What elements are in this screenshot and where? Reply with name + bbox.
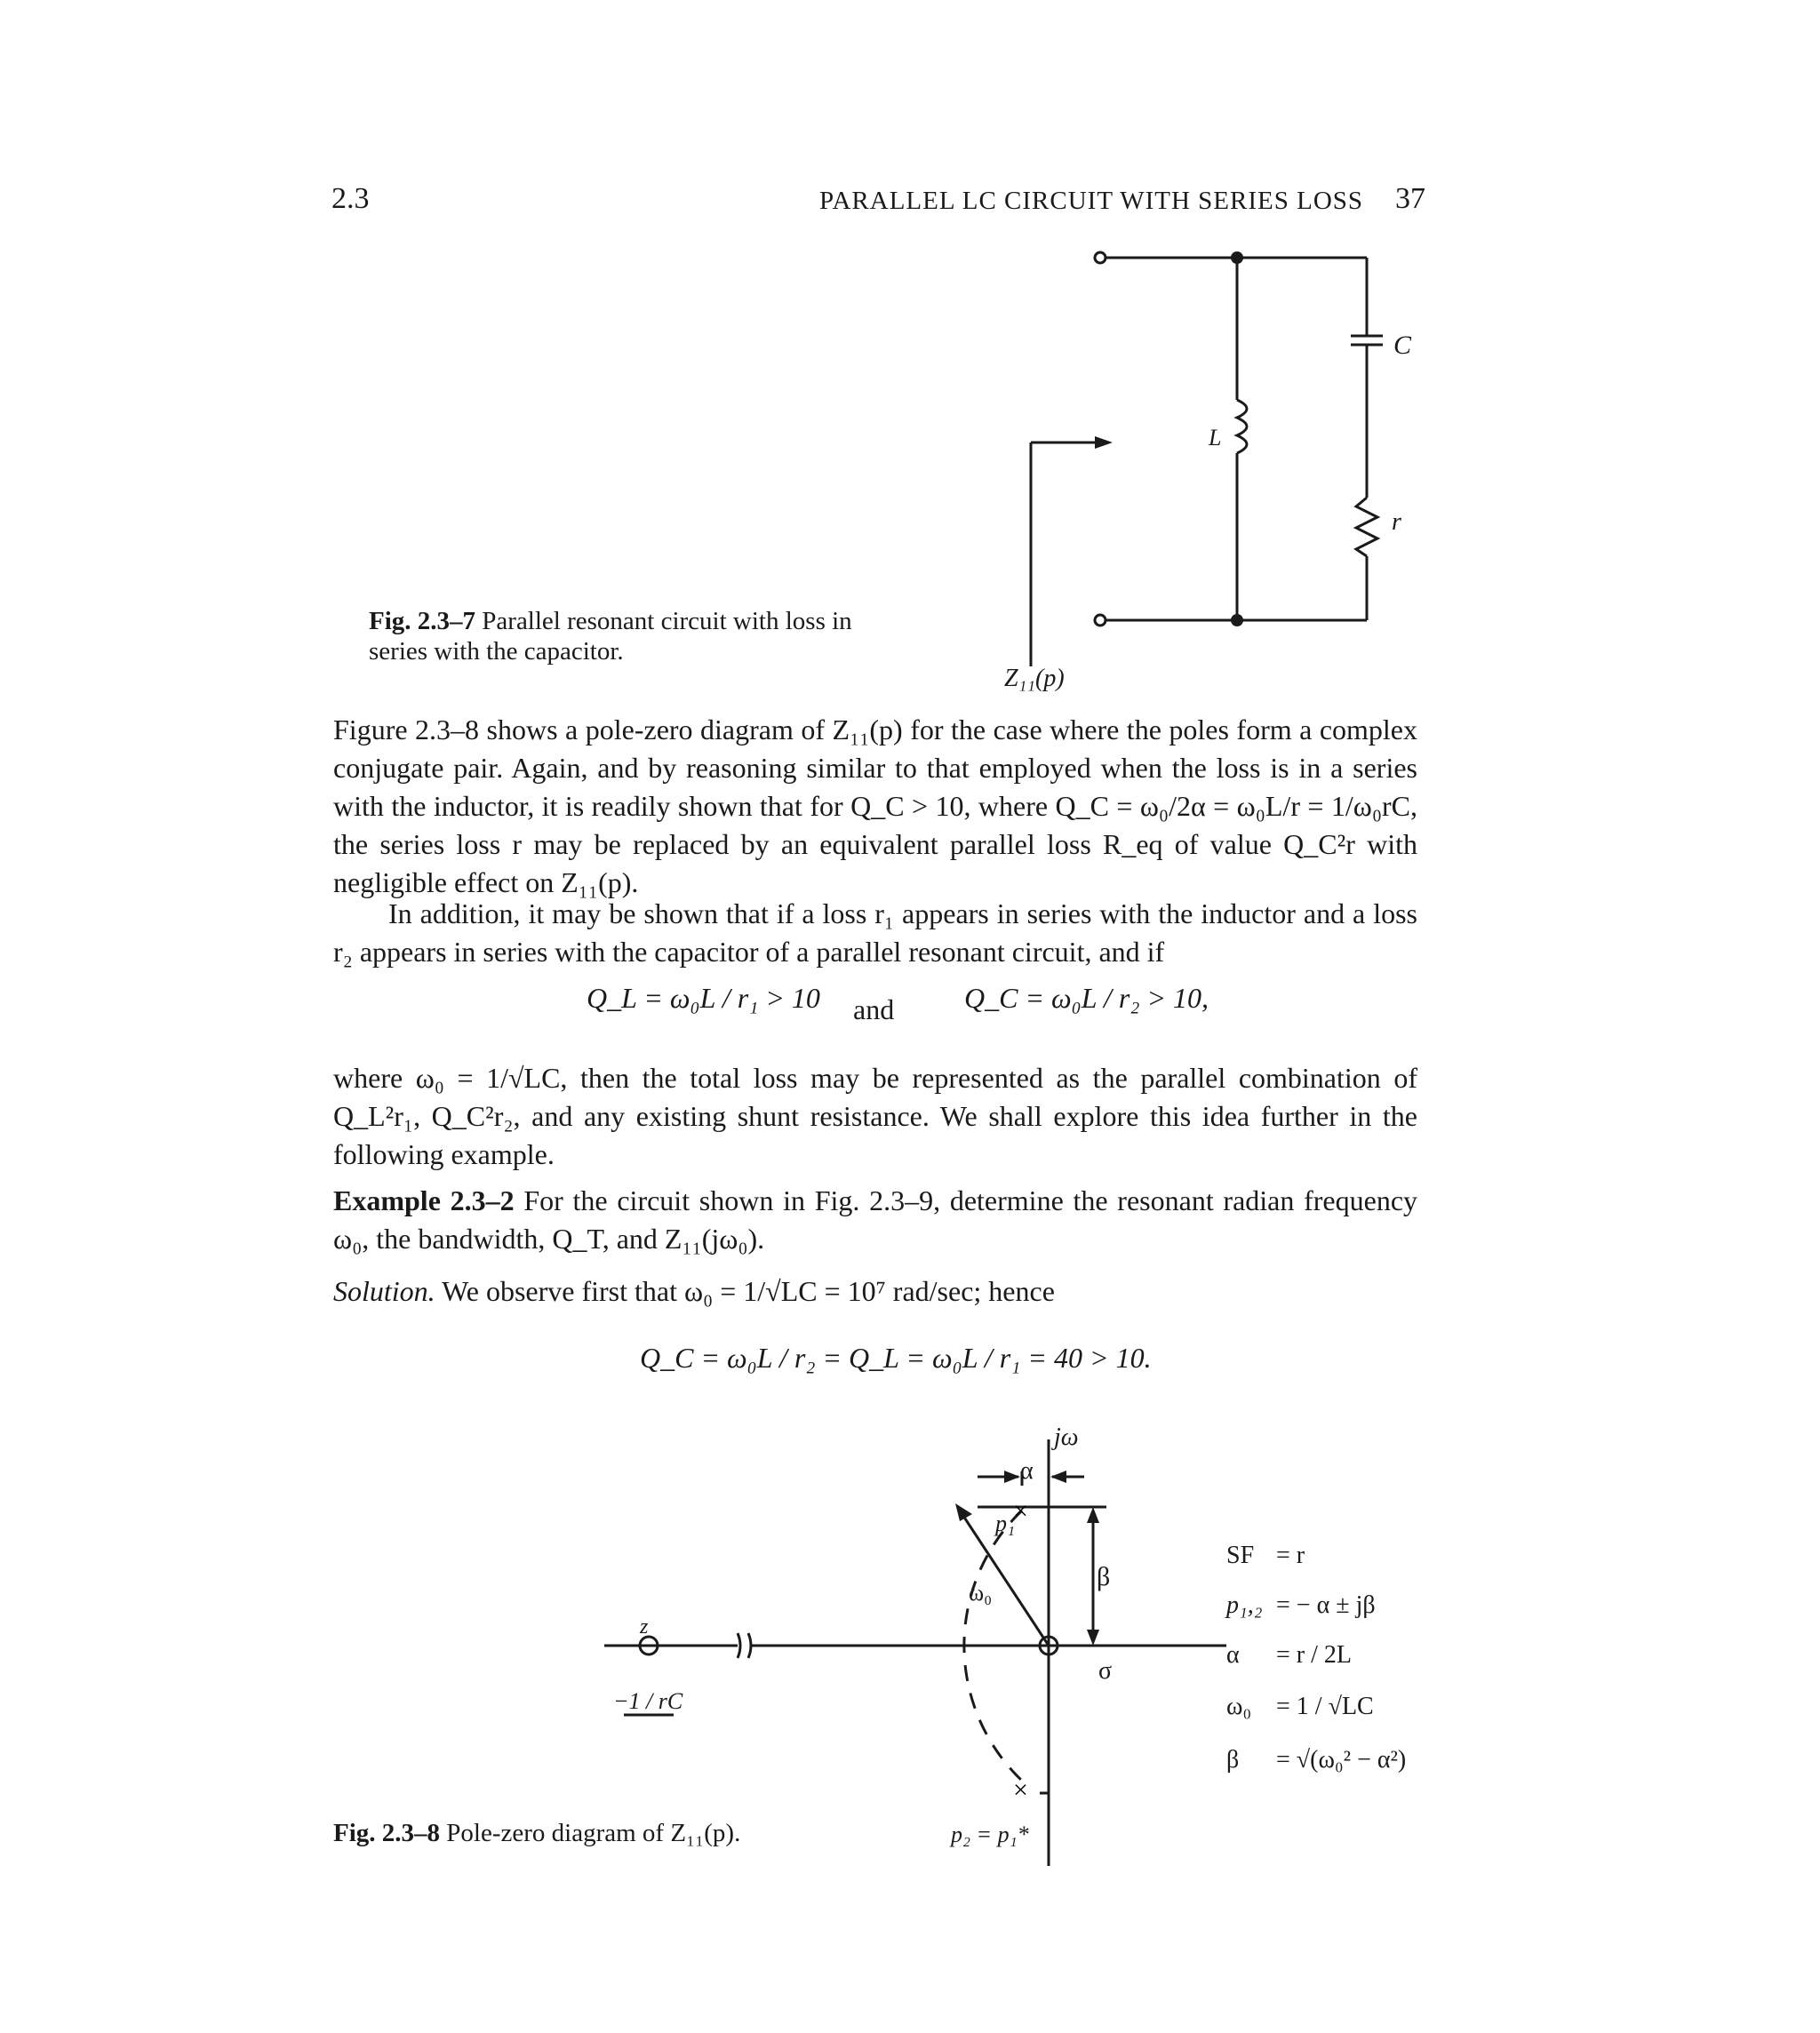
arrow-head-beta-top <box>1087 1507 1099 1523</box>
capacitor-label: C <box>1393 331 1412 360</box>
relation-rhs: = r / 2L <box>1276 1641 1352 1669</box>
junction-dot-bottom <box>1231 614 1243 626</box>
example-text: For the circuit shown in Fig. 2.3–9, determine the resonant radian frequency ω₀, the bandwidth, Q_T, and Z₁₁(jω₀). <box>333 1184 1418 1255</box>
relation-rhs: = r <box>1276 1542 1305 1569</box>
paragraph-1: Figure 2.3–8 shows a pole-zero diagram of Z₁₁(p) for the case where the poles form a complex conjugate pair. Again, and by reasoning similar to that employed when the loss is in a series with the inductor, it is readily shown that for Q_C > 10, where Q_C = ω₀/2α = ω₀L/r = 1/ω₀rC, the series loss r may be replaced by an equivalent parallel loss R_eq of value Q_C²r with negligible effect on Z₁₁(p). <box>333 714 1417 898</box>
junction-dot-top <box>1231 251 1243 264</box>
page-number: 37 <box>1395 182 1425 215</box>
impedance-label: Z₁₁(p) <box>1004 665 1065 692</box>
relation-lhs: SF <box>1226 1542 1255 1569</box>
caption-text: Parallel resonant circuit with loss in series with the capacitor. <box>369 607 852 666</box>
solution-text: We observe first that ω₀ = 1/√LC = 10⁷ rad/sec; hence <box>442 1275 1055 1307</box>
resistor-label: r <box>1392 508 1401 536</box>
figure-caption-2 <box>333 1818 955 1848</box>
terminal-bottom <box>1095 615 1106 626</box>
solution-line <box>333 1272 1417 1311</box>
arrow-head <box>1095 436 1113 449</box>
beta-label: β <box>1097 1562 1111 1591</box>
omega0-label: ω₀ <box>969 1580 993 1606</box>
equation-qc: Q_C = ω₀L / r₂ > 10, <box>964 982 1209 1014</box>
section-number: 2.3 <box>331 182 370 215</box>
parallel-lc-circuit-diagram <box>978 240 1440 702</box>
paragraph-3: where ω₀ = 1/√LC, then the total loss may be represented as the parallel combination of Q_L²r₁, Q_C²r₂, and any existing shunt resistance. We shall explore this idea further in the following example. <box>333 1062 1417 1170</box>
arrow-head-beta-bottom <box>1087 1630 1099 1646</box>
relation-lhs: β <box>1226 1746 1240 1774</box>
arrow-head-alpha-right <box>1050 1471 1066 1483</box>
caption-text: Pole-zero diagram of Z₁₁(p). <box>446 1819 741 1847</box>
arrow-head-alpha-left <box>1004 1471 1020 1483</box>
resistor-symbol <box>1356 498 1377 556</box>
arrow-head-omega0 <box>955 1503 972 1521</box>
jw-label: jω <box>1054 1423 1079 1451</box>
caption-label: Fig. 2.3–7 <box>369 607 476 635</box>
pole-p2-marker: × <box>1013 1775 1028 1805</box>
p1-label: p₁ <box>995 1511 1016 1536</box>
example-block <box>333 1182 1417 1258</box>
solution-label: Solution. <box>333 1275 435 1307</box>
alpha-label: α <box>1020 1457 1034 1485</box>
zero-z-label: z <box>640 1615 649 1638</box>
axis-break <box>738 1633 751 1658</box>
example-label: Example 2.3–2 <box>333 1184 515 1216</box>
caption-label: Fig. 2.3–8 <box>333 1819 441 1847</box>
sigma-label: σ <box>1098 1657 1113 1685</box>
equation-ql: Q_L = ω₀L / r₁ > 10 <box>587 982 820 1014</box>
relation-rhs: = √(ω₀² − α²) <box>1276 1746 1407 1774</box>
pole-p1-marker: × <box>1013 1496 1028 1526</box>
relation-lhs: α <box>1226 1641 1240 1669</box>
relation-rhs: = − α ± jβ <box>1276 1591 1376 1619</box>
relation-lhs: ω₀ <box>1226 1693 1252 1720</box>
equation-q-value: Q_C = ω₀L / r₂ = Q_L = ω₀L / r₁ = 40 > 10. <box>640 1342 1152 1374</box>
figure-caption-1 <box>369 606 902 666</box>
running-title: PARALLEL LC CIRCUIT WITH SERIES LOSS <box>819 187 1364 215</box>
terminal-top <box>1095 252 1106 263</box>
relation-rhs: = 1 / √LC <box>1276 1693 1374 1720</box>
zero-value-label: −1 / rC <box>613 1688 683 1714</box>
equation-and: and <box>853 993 895 1025</box>
p2-label: p₂ = p₁* <box>951 1822 1029 1847</box>
inductor-label: L <box>1209 425 1222 450</box>
paragraph-2: In addition, it may be shown that if a loss r₁ appears in series with the inductor and a loss r₂ appears in series with the capacitor of a parallel resonant circuit, and if <box>333 897 1417 968</box>
inductor-symbol <box>1237 400 1247 453</box>
relation-lhs: p₁,₂ <box>1226 1591 1263 1619</box>
